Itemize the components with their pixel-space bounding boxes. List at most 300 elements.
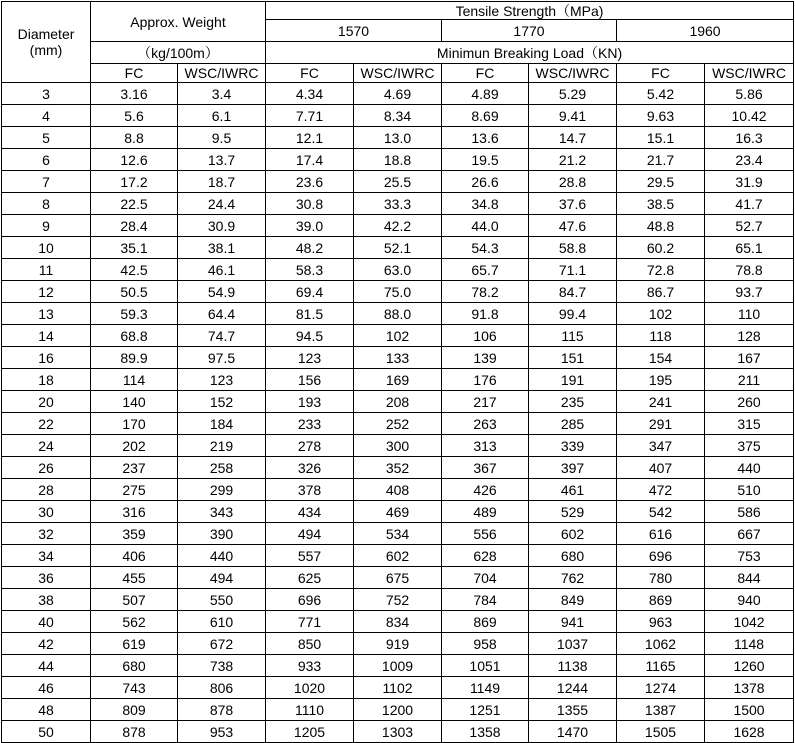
cell-weight-wsc: 440: [178, 545, 266, 567]
table-row: [2, 369, 794, 391]
cell-weight-wsc: 672: [178, 633, 266, 655]
cell-mbl-1570-wsc: 408: [354, 479, 442, 501]
cell-mbl-1960-fc: 154: [617, 347, 705, 369]
table-row: [2, 325, 794, 347]
cell-weight-wsc: 74.7: [178, 325, 266, 347]
cell-weight-fc: 3.16: [91, 83, 178, 105]
cell-weight-wsc: 550: [178, 589, 266, 611]
cell-mbl-1960-fc: 241: [617, 391, 705, 413]
table-row: [2, 83, 794, 105]
cell-mbl-1770-fc: 19.5: [442, 149, 529, 171]
cell-mbl-1770-fc: 106: [442, 325, 529, 347]
cell-mbl-1770-fc: 869: [442, 611, 529, 633]
cell-mbl-1570-fc: 17.4: [266, 149, 354, 171]
cell-mbl-1770-wsc: 99.4: [529, 303, 617, 325]
cell-mbl-1570-wsc: 675: [354, 567, 442, 589]
table-row: [2, 237, 794, 259]
cell-weight-wsc: 806: [178, 677, 266, 699]
cell-weight-fc: 237: [91, 457, 178, 479]
cell-mbl-1570-wsc: 18.8: [354, 149, 442, 171]
cell-weight-wsc: 3.4: [178, 83, 266, 105]
cell-weight-wsc: 38.1: [178, 237, 266, 259]
cell-weight-fc: 140: [91, 391, 178, 413]
cell-mbl-1570-fc: 30.8: [266, 193, 354, 215]
table-row: [2, 523, 794, 545]
cell-weight-wsc: 953: [178, 721, 266, 743]
cell-mbl-1770-fc: 1149: [442, 677, 529, 699]
cell-mbl-1960-wsc: 167: [705, 347, 794, 369]
cell-diameter: 26: [2, 457, 91, 479]
sub-header-1960-fc: FC: [617, 64, 705, 83]
cell-mbl-1960-fc: 616: [617, 523, 705, 545]
cell-mbl-1770-wsc: 941: [529, 611, 617, 633]
cell-mbl-1570-wsc: 1009: [354, 655, 442, 677]
cell-mbl-1570-fc: 771: [266, 611, 354, 633]
cell-weight-fc: 809: [91, 699, 178, 721]
cell-weight-wsc: 878: [178, 699, 266, 721]
cell-mbl-1770-wsc: 21.2: [529, 149, 617, 171]
sub-header-1570-fc: FC: [266, 64, 354, 83]
cell-mbl-1770-fc: 78.2: [442, 281, 529, 303]
cell-mbl-1770-wsc: 151: [529, 347, 617, 369]
cell-weight-wsc: 738: [178, 655, 266, 677]
cell-mbl-1770-wsc: 14.7: [529, 127, 617, 149]
cell-mbl-1770-wsc: 1037: [529, 633, 617, 655]
cell-mbl-1770-wsc: 849: [529, 589, 617, 611]
cell-mbl-1770-fc: 489: [442, 501, 529, 523]
cell-mbl-1570-fc: 23.6: [266, 171, 354, 193]
cell-diameter: 10: [2, 237, 91, 259]
cell-mbl-1960-fc: 347: [617, 435, 705, 457]
cell-weight-wsc: 494: [178, 567, 266, 589]
cell-weight-wsc: 258: [178, 457, 266, 479]
cell-mbl-1770-fc: 1358: [442, 721, 529, 743]
sub-header-weight-wsc: WSC/IWRC: [178, 64, 266, 83]
cell-mbl-1570-wsc: 602: [354, 545, 442, 567]
cell-mbl-1770-wsc: 47.6: [529, 215, 617, 237]
table-row: [2, 193, 794, 215]
cell-mbl-1770-wsc: 602: [529, 523, 617, 545]
cell-mbl-1960-fc: 38.5: [617, 193, 705, 215]
cell-mbl-1570-fc: 1020: [266, 677, 354, 699]
approx-weight-header: Approx. Weight: [91, 2, 266, 42]
cell-mbl-1570-wsc: 352: [354, 457, 442, 479]
cell-mbl-1770-fc: 139: [442, 347, 529, 369]
cell-diameter: 6: [2, 149, 91, 171]
cell-mbl-1960-wsc: 753: [705, 545, 794, 567]
cell-mbl-1960-wsc: 1260: [705, 655, 794, 677]
cell-mbl-1770-fc: 54.3: [442, 237, 529, 259]
cell-weight-wsc: 24.4: [178, 193, 266, 215]
cell-weight-fc: 455: [91, 567, 178, 589]
cell-weight-wsc: 54.9: [178, 281, 266, 303]
cell-mbl-1960-fc: 86.7: [617, 281, 705, 303]
cell-mbl-1570-wsc: 469: [354, 501, 442, 523]
cell-diameter: 3: [2, 83, 91, 105]
cell-weight-fc: 562: [91, 611, 178, 633]
cell-mbl-1960-fc: 15.1: [617, 127, 705, 149]
cell-mbl-1570-wsc: 252: [354, 413, 442, 435]
cell-mbl-1770-wsc: 5.29: [529, 83, 617, 105]
cell-weight-wsc: 97.5: [178, 347, 266, 369]
header-row-3: [2, 42, 794, 64]
cell-weight-fc: 359: [91, 523, 178, 545]
cell-mbl-1570-wsc: 169: [354, 369, 442, 391]
table-row: [2, 281, 794, 303]
sub-header-1770-wsc: WSC/IWRC: [529, 64, 617, 83]
cell-mbl-1960-fc: 291: [617, 413, 705, 435]
cell-mbl-1570-wsc: 534: [354, 523, 442, 545]
cell-mbl-1960-fc: 195: [617, 369, 705, 391]
cell-mbl-1770-fc: 556: [442, 523, 529, 545]
cell-mbl-1960-wsc: 65.1: [705, 237, 794, 259]
cell-weight-fc: 8.8: [91, 127, 178, 149]
cell-mbl-1570-fc: 12.1: [266, 127, 354, 149]
header-row-1: [2, 2, 794, 20]
cell-weight-fc: 114: [91, 369, 178, 391]
cell-mbl-1960-wsc: 93.7: [705, 281, 794, 303]
table-row: [2, 501, 794, 523]
sub-header-1570-wsc: WSC/IWRC: [354, 64, 442, 83]
diameter-label: Diameter: [17, 26, 75, 42]
cell-weight-wsc: 610: [178, 611, 266, 633]
cell-weight-wsc: 152: [178, 391, 266, 413]
cell-mbl-1960-wsc: 667: [705, 523, 794, 545]
table-row: [2, 413, 794, 435]
cell-mbl-1570-wsc: 4.69: [354, 83, 442, 105]
cell-mbl-1960-fc: 472: [617, 479, 705, 501]
cell-weight-fc: 316: [91, 501, 178, 523]
table-row: [2, 611, 794, 633]
cell-weight-wsc: 6.1: [178, 105, 266, 127]
cell-diameter: 34: [2, 545, 91, 567]
table-row: [2, 127, 794, 149]
cell-diameter: 12: [2, 281, 91, 303]
cell-mbl-1570-fc: 434: [266, 501, 354, 523]
cell-mbl-1770-wsc: 115: [529, 325, 617, 347]
cell-weight-wsc: 184: [178, 413, 266, 435]
cell-mbl-1960-wsc: 510: [705, 479, 794, 501]
cell-mbl-1570-fc: 81.5: [266, 303, 354, 325]
cell-diameter: 9: [2, 215, 91, 237]
cell-mbl-1960-wsc: 940: [705, 589, 794, 611]
cell-diameter: 18: [2, 369, 91, 391]
cell-mbl-1570-fc: 278: [266, 435, 354, 457]
cell-mbl-1960-wsc: 315: [705, 413, 794, 435]
cell-mbl-1960-fc: 48.8: [617, 215, 705, 237]
cell-diameter: 22: [2, 413, 91, 435]
cell-weight-fc: 68.8: [91, 325, 178, 347]
cell-mbl-1960-wsc: 1500: [705, 699, 794, 721]
table-row: [2, 435, 794, 457]
cell-mbl-1770-fc: 704: [442, 567, 529, 589]
cell-mbl-1960-wsc: 260: [705, 391, 794, 413]
cell-mbl-1770-fc: 367: [442, 457, 529, 479]
cell-weight-wsc: 64.4: [178, 303, 266, 325]
cell-mbl-1960-fc: 5.42: [617, 83, 705, 105]
cell-mbl-1570-fc: 850: [266, 633, 354, 655]
cell-mbl-1770-wsc: 37.6: [529, 193, 617, 215]
cell-mbl-1770-wsc: 191: [529, 369, 617, 391]
cell-mbl-1770-fc: 263: [442, 413, 529, 435]
table-row: [2, 259, 794, 281]
cell-mbl-1570-wsc: 102: [354, 325, 442, 347]
cell-mbl-1570-wsc: 133: [354, 347, 442, 369]
cell-mbl-1960-fc: 780: [617, 567, 705, 589]
cell-weight-fc: 35.1: [91, 237, 178, 259]
cell-diameter: 50: [2, 721, 91, 743]
cell-weight-fc: 507: [91, 589, 178, 611]
table-row: [2, 699, 794, 721]
cell-diameter: 28: [2, 479, 91, 501]
table-row: [2, 545, 794, 567]
cell-weight-fc: 59.3: [91, 303, 178, 325]
weight-unit-header: （kg/100m）: [91, 42, 266, 64]
cell-diameter: 16: [2, 347, 91, 369]
cell-mbl-1570-fc: 94.5: [266, 325, 354, 347]
cell-mbl-1570-wsc: 300: [354, 435, 442, 457]
cell-mbl-1960-wsc: 5.86: [705, 83, 794, 105]
cell-mbl-1770-wsc: 28.8: [529, 171, 617, 193]
cell-mbl-1570-wsc: 752: [354, 589, 442, 611]
cell-diameter: 8: [2, 193, 91, 215]
cell-weight-fc: 743: [91, 677, 178, 699]
cell-mbl-1770-wsc: 9.41: [529, 105, 617, 127]
cell-mbl-1770-fc: 628: [442, 545, 529, 567]
cell-mbl-1570-fc: 557: [266, 545, 354, 567]
cell-mbl-1960-wsc: 31.9: [705, 171, 794, 193]
cell-mbl-1960-fc: 696: [617, 545, 705, 567]
cell-weight-fc: 406: [91, 545, 178, 567]
cell-diameter: 13: [2, 303, 91, 325]
cell-mbl-1570-fc: 933: [266, 655, 354, 677]
cell-diameter: 32: [2, 523, 91, 545]
cell-diameter: 24: [2, 435, 91, 457]
cell-mbl-1570-wsc: 52.1: [354, 237, 442, 259]
cell-weight-wsc: 13.7: [178, 149, 266, 171]
cell-weight-wsc: 123: [178, 369, 266, 391]
table-row: [2, 457, 794, 479]
cell-mbl-1570-fc: 48.2: [266, 237, 354, 259]
cell-mbl-1960-fc: 72.8: [617, 259, 705, 281]
cell-mbl-1960-wsc: 16.3: [705, 127, 794, 149]
cell-mbl-1770-fc: 44.0: [442, 215, 529, 237]
cell-mbl-1960-wsc: 128: [705, 325, 794, 347]
cell-weight-fc: 89.9: [91, 347, 178, 369]
cell-mbl-1960-fc: 1387: [617, 699, 705, 721]
cell-mbl-1770-fc: 217: [442, 391, 529, 413]
cell-mbl-1570-fc: 193: [266, 391, 354, 413]
cell-mbl-1770-fc: 4.89: [442, 83, 529, 105]
cell-mbl-1770-wsc: 71.1: [529, 259, 617, 281]
cell-mbl-1770-fc: 65.7: [442, 259, 529, 281]
cell-diameter: 48: [2, 699, 91, 721]
cell-mbl-1960-wsc: 52.7: [705, 215, 794, 237]
cell-diameter: 30: [2, 501, 91, 523]
cell-mbl-1960-fc: 1274: [617, 677, 705, 699]
cell-mbl-1770-fc: 1251: [442, 699, 529, 721]
cell-mbl-1770-wsc: 1138: [529, 655, 617, 677]
cell-mbl-1770-wsc: 84.7: [529, 281, 617, 303]
cell-diameter: 14: [2, 325, 91, 347]
diameter-unit: (mm): [29, 42, 63, 58]
cell-mbl-1960-wsc: 440: [705, 457, 794, 479]
table-row: [2, 303, 794, 325]
cell-diameter: 36: [2, 567, 91, 589]
cell-mbl-1570-fc: 378: [266, 479, 354, 501]
cell-mbl-1570-fc: 1205: [266, 721, 354, 743]
cell-weight-fc: 275: [91, 479, 178, 501]
cell-diameter: 11: [2, 259, 91, 281]
cell-mbl-1770-wsc: 58.8: [529, 237, 617, 259]
table-row: [2, 567, 794, 589]
cell-mbl-1960-wsc: 211: [705, 369, 794, 391]
cell-mbl-1570-wsc: 75.0: [354, 281, 442, 303]
sub-header-weight-fc: FC: [91, 64, 178, 83]
cell-mbl-1770-fc: 34.8: [442, 193, 529, 215]
table-row: [2, 171, 794, 193]
cell-mbl-1570-wsc: 1200: [354, 699, 442, 721]
cell-mbl-1770-wsc: 235: [529, 391, 617, 413]
cell-mbl-1960-fc: 1062: [617, 633, 705, 655]
cell-weight-fc: 42.5: [91, 259, 178, 281]
cell-mbl-1570-fc: 1110: [266, 699, 354, 721]
cell-weight-wsc: 9.5: [178, 127, 266, 149]
cell-mbl-1770-wsc: 762: [529, 567, 617, 589]
cell-weight-fc: 680: [91, 655, 178, 677]
cell-mbl-1570-fc: 58.3: [266, 259, 354, 281]
cell-mbl-1570-wsc: 208: [354, 391, 442, 413]
cell-mbl-1960-wsc: 23.4: [705, 149, 794, 171]
cell-mbl-1770-fc: 13.6: [442, 127, 529, 149]
diameter-header: [2, 2, 91, 83]
table-row: [2, 149, 794, 171]
cell-weight-fc: 50.5: [91, 281, 178, 303]
cell-mbl-1770-wsc: 529: [529, 501, 617, 523]
cell-mbl-1960-fc: 60.2: [617, 237, 705, 259]
cell-mbl-1960-fc: 1165: [617, 655, 705, 677]
cell-mbl-1770-fc: 958: [442, 633, 529, 655]
cell-diameter: 7: [2, 171, 91, 193]
cell-mbl-1770-wsc: 680: [529, 545, 617, 567]
cell-mbl-1570-wsc: 33.3: [354, 193, 442, 215]
cell-weight-fc: 12.6: [91, 149, 178, 171]
cell-weight-fc: 17.2: [91, 171, 178, 193]
cell-diameter: 46: [2, 677, 91, 699]
cell-mbl-1570-fc: 69.4: [266, 281, 354, 303]
cell-diameter: 42: [2, 633, 91, 655]
cell-mbl-1570-fc: 696: [266, 589, 354, 611]
cell-mbl-1960-wsc: 1628: [705, 721, 794, 743]
header-row-4: [2, 64, 794, 83]
table-row: [2, 589, 794, 611]
table-row: [2, 215, 794, 237]
cell-mbl-1960-fc: 542: [617, 501, 705, 523]
cell-mbl-1570-wsc: 42.2: [354, 215, 442, 237]
table-row: [2, 105, 794, 127]
cell-weight-wsc: 18.7: [178, 171, 266, 193]
cell-mbl-1570-fc: 123: [266, 347, 354, 369]
tensile-strength-header: Tensile Strength（MPa): [266, 2, 794, 20]
cell-mbl-1770-fc: 26.6: [442, 171, 529, 193]
cell-weight-wsc: 299: [178, 479, 266, 501]
cell-mbl-1770-wsc: 1355: [529, 699, 617, 721]
cell-mbl-1770-wsc: 1470: [529, 721, 617, 743]
cell-mbl-1570-fc: 625: [266, 567, 354, 589]
cell-mbl-1960-fc: 963: [617, 611, 705, 633]
cell-weight-wsc: 46.1: [178, 259, 266, 281]
cell-weight-fc: 619: [91, 633, 178, 655]
cell-mbl-1570-fc: 233: [266, 413, 354, 435]
cell-mbl-1570-fc: 7.71: [266, 105, 354, 127]
cell-mbl-1960-fc: 29.5: [617, 171, 705, 193]
cell-mbl-1960-fc: 118: [617, 325, 705, 347]
grade-1960-header: 1960: [617, 20, 794, 42]
cell-mbl-1770-fc: 91.8: [442, 303, 529, 325]
cell-weight-fc: 28.4: [91, 215, 178, 237]
cell-diameter: 4: [2, 105, 91, 127]
cell-mbl-1960-fc: 9.63: [617, 105, 705, 127]
cell-mbl-1570-fc: 156: [266, 369, 354, 391]
cell-weight-wsc: 30.9: [178, 215, 266, 237]
cell-mbl-1960-fc: 102: [617, 303, 705, 325]
cell-weight-fc: 878: [91, 721, 178, 743]
table-row: [2, 677, 794, 699]
cell-diameter: 5: [2, 127, 91, 149]
table-row: [2, 633, 794, 655]
cell-weight-wsc: 390: [178, 523, 266, 545]
cell-mbl-1960-wsc: 1378: [705, 677, 794, 699]
cell-mbl-1770-wsc: 461: [529, 479, 617, 501]
cell-mbl-1570-fc: 494: [266, 523, 354, 545]
sub-header-1960-wsc: WSC/IWRC: [705, 64, 794, 83]
cell-weight-wsc: 343: [178, 501, 266, 523]
cell-mbl-1960-wsc: 78.8: [705, 259, 794, 281]
table-row: [2, 347, 794, 369]
cell-diameter: 20: [2, 391, 91, 413]
cell-mbl-1770-wsc: 397: [529, 457, 617, 479]
cell-mbl-1570-wsc: 13.0: [354, 127, 442, 149]
cell-mbl-1960-wsc: 110: [705, 303, 794, 325]
cell-mbl-1960-fc: 869: [617, 589, 705, 611]
table-row: [2, 721, 794, 743]
cell-mbl-1770-wsc: 285: [529, 413, 617, 435]
cell-mbl-1960-wsc: 844: [705, 567, 794, 589]
cell-mbl-1960-wsc: 41.7: [705, 193, 794, 215]
cell-weight-fc: 5.6: [91, 105, 178, 127]
cell-mbl-1570-wsc: 919: [354, 633, 442, 655]
cell-diameter: 44: [2, 655, 91, 677]
wire-rope-spec-table: [1, 1, 794, 743]
cell-mbl-1960-wsc: 1148: [705, 633, 794, 655]
table-row: [2, 479, 794, 501]
table-row: [2, 391, 794, 413]
cell-mbl-1770-wsc: 339: [529, 435, 617, 457]
cell-mbl-1570-fc: 4.34: [266, 83, 354, 105]
cell-mbl-1960-wsc: 586: [705, 501, 794, 523]
cell-mbl-1570-wsc: 1102: [354, 677, 442, 699]
cell-weight-fc: 170: [91, 413, 178, 435]
cell-mbl-1570-wsc: 25.5: [354, 171, 442, 193]
cell-mbl-1770-fc: 1051: [442, 655, 529, 677]
cell-weight-wsc: 219: [178, 435, 266, 457]
cell-mbl-1570-wsc: 8.34: [354, 105, 442, 127]
grade-1770-header: 1770: [442, 20, 617, 42]
cell-mbl-1960-wsc: 375: [705, 435, 794, 457]
cell-mbl-1960-wsc: 10.42: [705, 105, 794, 127]
cell-diameter: 38: [2, 589, 91, 611]
cell-mbl-1960-fc: 21.7: [617, 149, 705, 171]
